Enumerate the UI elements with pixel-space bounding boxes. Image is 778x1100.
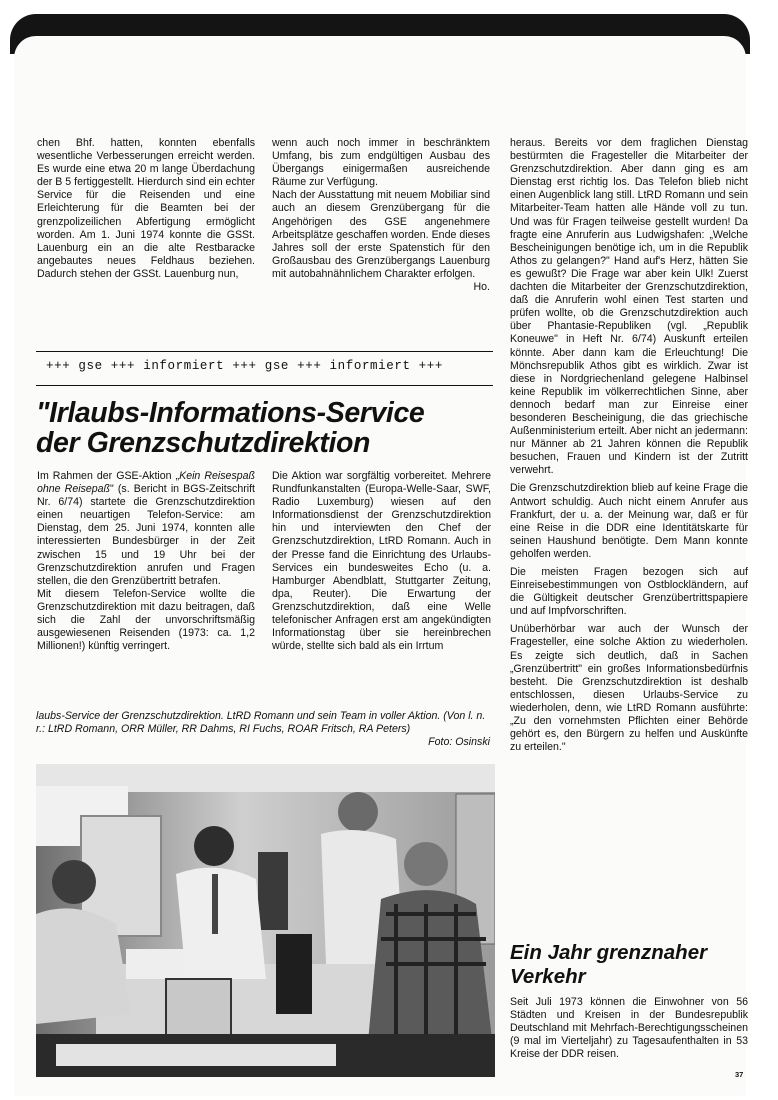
article-headline bbox=[36, 398, 506, 458]
rule-top bbox=[36, 351, 493, 352]
paragraph: heraus. Bereits vor dem fraglichen Dienstag bestürmten die Fragesteller die Mitarbeiter der Grenzschutzdirektion. Aber dann ging es am Dienstag erst richtig los. Das Telefon blieb nicht einen Augenblick lang still. LtRD Romann und sein Mitarbeiter-Team hatten alle Hände voll zu tun. Und was für Fragen teilweise gestellt wurden! Da fragte eine Anruferin aus Ludwigshafen: „Welche Bescheinigungen benötige ich, um in die Republik Athos zu gelangen?" Hand auf's Herz, hätten Sie es gewußt? Die Frage war aber kein Ulk! Zuerst dachten die Mitarbeiter der Grenzschutzdirektion, daß die Anruferin wohl einen Test starten und prüfen wollte, ob die Grenzschutzdirektion auch über Phantasie-Republiken (vgl. „Republik Koneuwe" in Heft Nr. 6/74) Auskunft erteilen könnte. Aber dann kam die Erleuchtung! Die Mönchsrepublik Athos gibt es wirklich. Zwar ist diese in Nordgriechenland gelegene Halbinsel keine Republik im völkerrechtlichen Sinne, aber dennoch bedarf man zur Einreise einer besonderen Bescheinigung, die das griechische Außenministerium erteilt. Aber nicht an jedermann: nur Männer ab 21 Jahren können die Republik besuchen, Frauen und Kindern ist der Zutritt verwehrt. bbox=[510, 137, 748, 477]
subhead-paragraph: Seit Juli 1973 können die Einwohner von 56 Städten und Kreisen in der Bundesrepublik Deutschland mit Mehrfach-Berechtigungsscheinen (9 mal im Vierteljahr) zu Tagesaufenthalten in 53 Kreise der DDR reisen. bbox=[510, 996, 748, 1061]
caption-text: laubs-Service der Grenzschutzdirektion. LtRD Romann und sein Team in voller Aktion. (Von l. n. r.: LtRD Romann, ORR Müller, RR Dahms, RI Fuchs, ROAR Fritsch, RA Peters) bbox=[36, 710, 486, 736]
article-column-1 bbox=[37, 470, 255, 653]
photo-caption bbox=[36, 710, 494, 748]
paragraph: Mit diesem Telefon-Service wollte die Grenzschutzdirektion mit dazu beitragen, daß sich die Zahl der unvorschriftsmäßig ausgewiesenen Reisenden (1973: ca. 1,2 Millionen!) künftig verringert. bbox=[37, 587, 255, 653]
subhead-line-1: Ein Jahr grenznaher bbox=[510, 941, 708, 964]
paragraph: Im Rahmen der GSE-Aktion „Kein Reisespaß ohne Reisepaß" (s. Bericht in BGS-Zeitschrift Nr. 6/74) startete die Grenzschutzdirektion einen neuartigen Telefon-Service: am Dienstag, dem 25. Juni 1974, konnten alle interessierten Bundesbürger in der Zeit zwischen 15 und 19 Uhr bei der Grenzschutzdirektion anrufen und Fragen stellen, die den Grenzübertritt betrafen. bbox=[37, 470, 255, 587]
headline-line-2: der Grenzschutzdirektion bbox=[36, 427, 371, 459]
section-subheadline bbox=[510, 941, 750, 989]
paragraph: Die meisten Fragen bezogen sich auf Einreisebestimmungen von Ostblockländern, auf die Gültigkeit deutscher Grenzübertrittspapiere und auf Impfvorschriften. bbox=[510, 566, 748, 618]
top-column-2 bbox=[272, 137, 490, 294]
office-team-photo bbox=[36, 764, 495, 1077]
paragraph: chen Bhf. hatten, konnten ebenfalls wesentliche Verbesserungen erreicht werden. Es wurde eine etwa 20 m lange Überdachung der B 5 fertiggestellt. Hierdurch sind ein echter Service für die Reisenden und eine Erleichterung für die Beamten bei der grenzpolizeilichen Abfertigung ermöglicht worden. Am 1. Juni 1974 konnte die GSSt. Lauenburg ein an die alte Restbaracke angebautes neues Feldhaus beziehen. Dadurch stehen der GSSt. Lauenburg nun, bbox=[37, 137, 255, 280]
paragraph: Die Grenzschutzdirektion blieb auf keine Frage die Antwort schuldig. Auch nicht einem Anrufer aus Frankfurt, der u. a. der Meinung war, daß er für eine Reise in die DDR eine Identitätskarte für seinen Haushund benötigte. Dem Mann konnte geholfen werden. bbox=[510, 482, 748, 560]
section-banner: +++ gse +++ informiert +++ gse +++ informiert +++ bbox=[46, 359, 443, 373]
photo-illustration bbox=[36, 764, 495, 1077]
paragraph: Die Aktion war sorgfältig vorbereitet. Mehrere Rundfunkanstalten (Europa-Welle-Saar, SWF, Radio Luxemburg) wiesen auf den Informationsdienst der Grenzschutzdirektion hin und interviewten den Chef der Grenzschutzdirektion, LtRD Romann. Auch in der Presse fand die Einrichtung des Urlaubs-Services ein bundesweites Echo (u. a. Hamburger Abendblatt, Stuttgarter Zeitung, dpa, Reuter). Die Erwartung der Grenzschutzdirektion, daß eine Welle telefonischer Anfragen erst am angekündigten Informationstag über sie hereinbrechen würde, stellte sich bald als ein Irrtum bbox=[272, 470, 491, 653]
right-column bbox=[510, 137, 748, 759]
photo-credit: Foto: Osinski bbox=[428, 736, 490, 748]
subhead-line-2: Verkehr bbox=[510, 965, 586, 988]
headline-line-1: "Irlaubs-Informations-Service bbox=[36, 397, 425, 429]
top-column-1 bbox=[37, 137, 255, 281]
paragraph: Unüberhörbar war auch der Wunsch der Fragesteller, eine solche Aktion zu wiederholen. Es zeigte sich deutlich, daß in Sachen „Grenzübertritt" ein großes Informationsbedürfnis besteht. Die Grenzschutzdirektion ist deshalb entschlossen, diesen Urlaubs-Service zu wiederholen, denn, wie LtRD Romann ausführte: „Zu den vornehmsten Pflichten einer Behörde gehört es, den Bürgern zu helfen und Auskünfte zu erteilen." bbox=[510, 623, 748, 754]
rule-bottom bbox=[36, 385, 493, 386]
paragraph: Nach der Ausstattung mit neuem Mobiliar sind auch an diesem Grenzübergang für die Angehörigen des GSE angenehmere Arbeitsplätze geschaffen worden. Ende dieses Jahres soll der erste Spatenstich für den Großausbau des Grenzübergangs Lauenburg mit autobahnähnlichem Charakter erfolgen. Ho. bbox=[272, 189, 490, 294]
page-number: 37 bbox=[735, 1070, 744, 1079]
paragraph: wenn auch noch immer in beschränktem Umfang, bis zum endgültigen Ausbau des Übergangs einigermaßen ausreichende Räume zur Verfügung. bbox=[272, 137, 490, 189]
author-initials: Ho. bbox=[473, 281, 490, 294]
article-column-2 bbox=[272, 470, 491, 653]
